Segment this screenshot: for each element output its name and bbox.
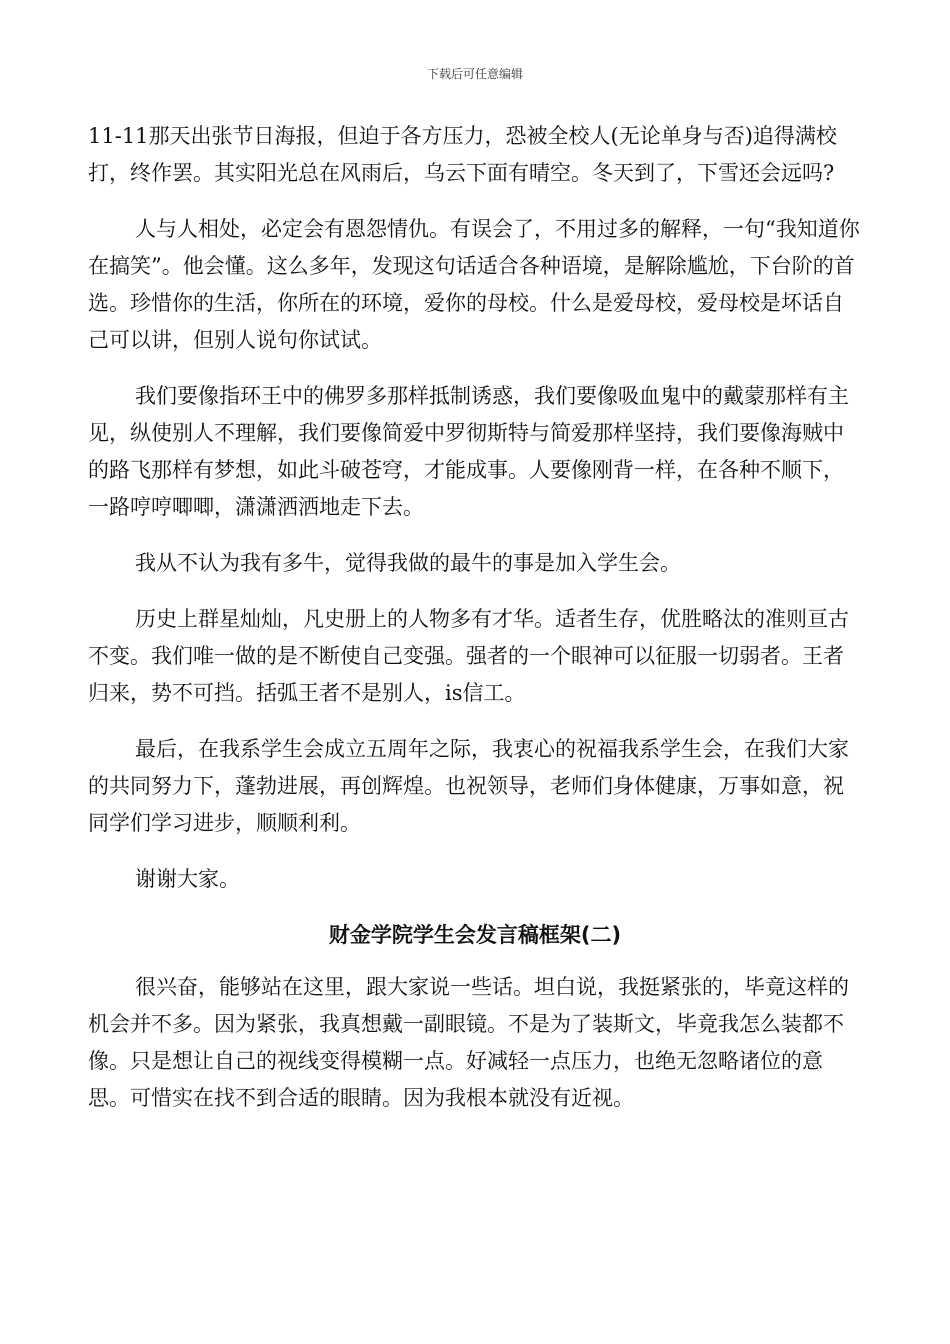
- body-paragraph-continuation: 11-11那天出张节日海报，但迫于各方压力，恐被全校人(无论单身与否)追得满校打，终作罢。其实阳光总在风雨后，乌云下面有晴空。冬天到了，下雪还会远吗?: [88, 124, 837, 185]
- section-title: 财金学院学生会发言稿框架(二): [328, 923, 622, 947]
- body-paragraph: 最后，在我系学生会成立五周年之际，我衷心的祝福我系学生会，在我们大家的共同努力下，蓬勃进展，再创辉煌。也祝领导，老师们身体健康，万事如意，祝同学们学习进步，顺顺利利。: [88, 737, 849, 835]
- body-paragraph: 历史上群星灿灿，凡史册上的人物多有才华。适者生存，优胜略汰的准则亘古不变。我们唯一做的是不断使自己变强。强者的一个眼神可以征服一切弱者。王者归来，势不可挡。括弧王者不是别人，is信工。: [88, 607, 849, 705]
- closing-line: 谢谢大家。: [135, 867, 240, 891]
- page-header-note: 下载后可任意编辑: [426, 67, 523, 81]
- document-body: [88, 118, 862, 1136]
- body-paragraph: 很兴奋，能够站在这里，跟大家说一些话。坦白说，我挺紧张的，毕竟这样的机会并不多。因为紧张，我真想戴一副眼镜。不是为了装斯文，毕竟我怎么装都不像。只是想让自己的视线变得模糊一点。好减轻一点压力，也绝无忽略诸位的意思。可惜实在找不到合适的眼睛。因为我根本就没有近视。: [88, 975, 849, 1110]
- body-paragraph: 我从不认为我有多牛，觉得我做的最牛的事是加入学生会。: [135, 551, 681, 575]
- body-paragraph: 我们要像指环王中的佛罗多那样抵制诱惑，我们要像吸血鬼中的戴蒙那样有主见，纵使别人不理解，我们要像简爱中罗彻斯特与简爱那样坚持，我们要像海贼中的路飞那样有梦想，如此斗破苍穹，才能成事。人要像刚背一样，在各种不顺下，一路哼哼唧唧，潇潇洒洒地走下去。: [88, 384, 849, 519]
- body-paragraph: 人与人相处，必定会有恩怨情仇。有误会了，不用过多的解释，一句“我知道你在搞笑”。他会懂。这么多年，发现这句话适合各种语境，是解除尴尬，下台阶的首选。珍惜你的生活，你所在的环境，爱你的母校。什么是爱母校，爱母校是坏话自己可以讲，但别人说句你试试。: [88, 217, 860, 352]
